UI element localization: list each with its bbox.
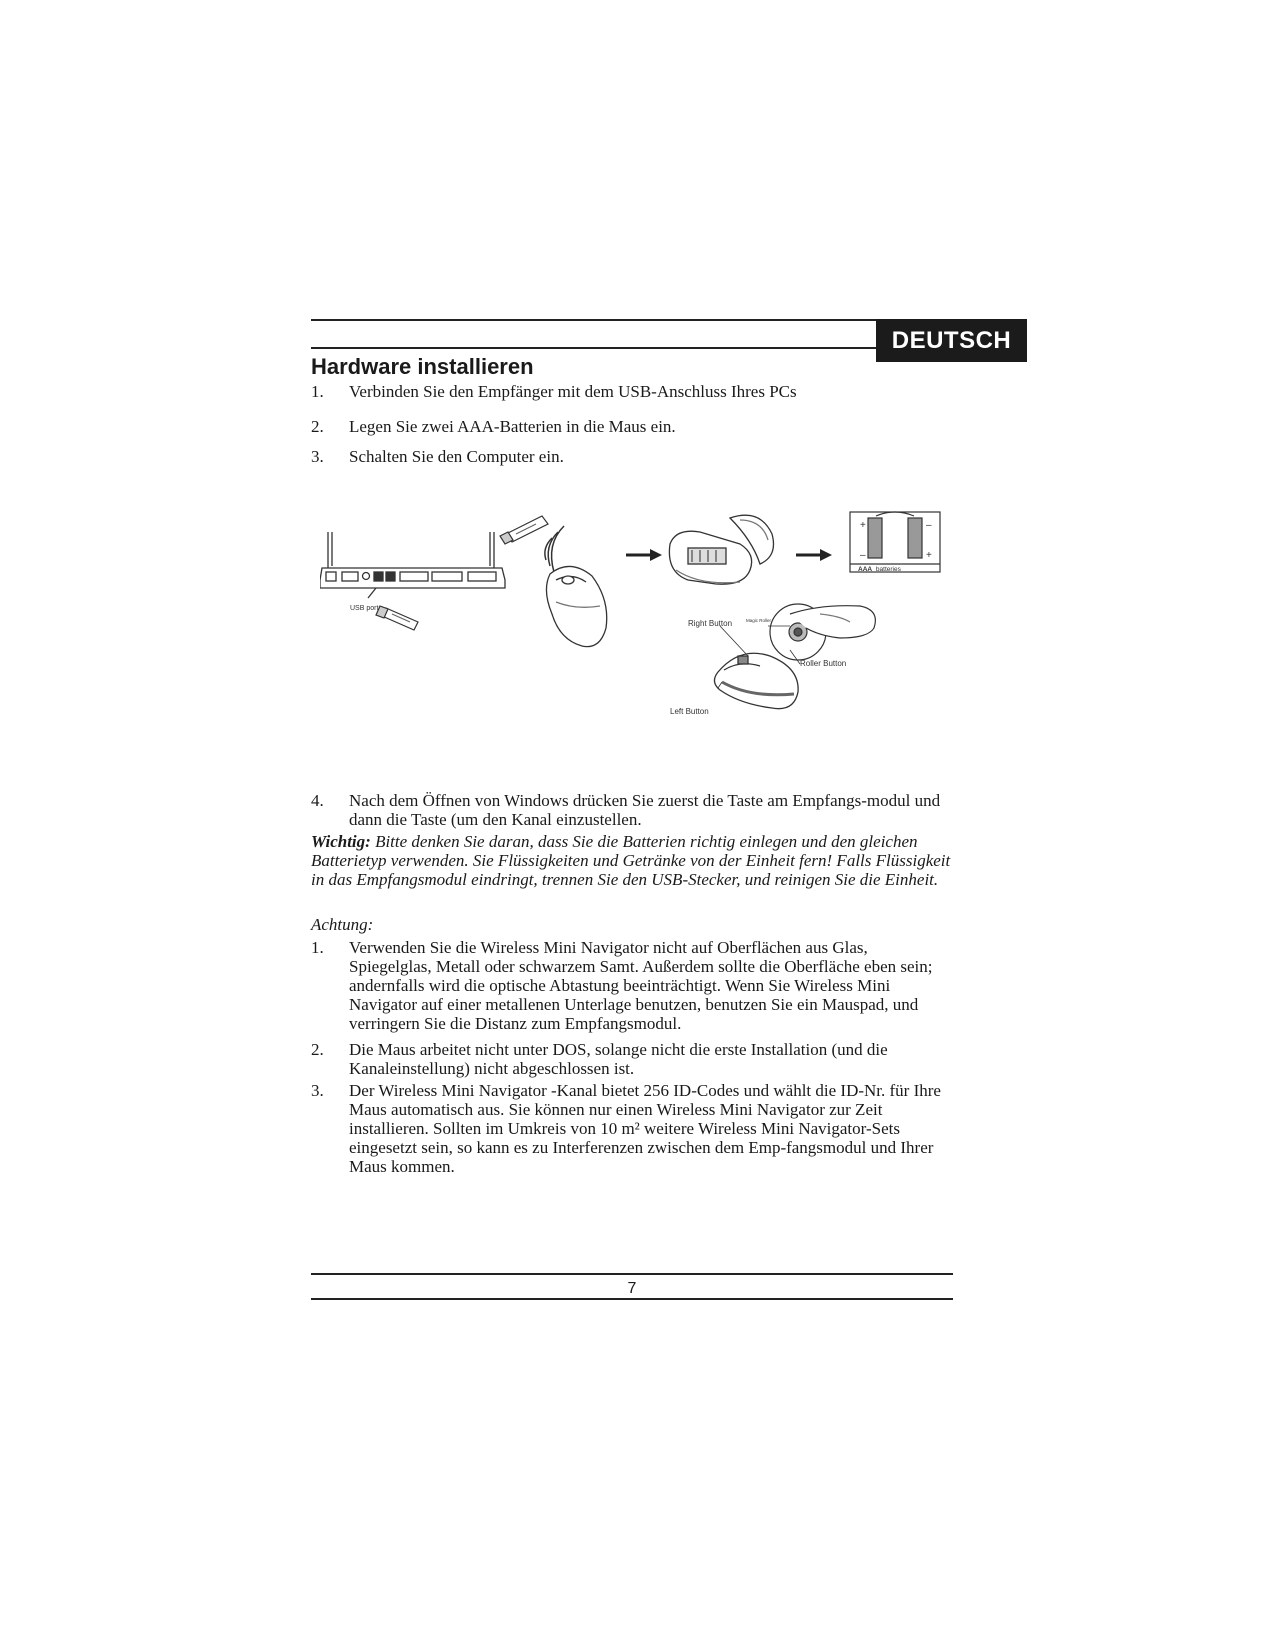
roller-detail-illustration: [770, 604, 875, 660]
list-text: Der Wireless Mini Navigator -Kanal bietet 256 ID-Codes und wählt die ID-Nr. für Ihre Maus automatisch aus. Sie können nur einen Wireless Mini Navigator zur Zeit installieren. Sollten im Umkreis von 10 m² weitere Wireless Mini Navigator-Sets eingesetzt sein, so kann es zu Interferenzen zwischen dem Emp-fangsmodul und Ihrer Maus kommen.: [349, 1081, 941, 1176]
list-item: [311, 382, 951, 401]
list-number: 4.: [311, 791, 324, 810]
list-number: 2.: [311, 417, 324, 436]
header-rule-bottom: [311, 347, 876, 349]
svg-text:+: +: [926, 550, 932, 561]
caution-label: Achtung:: [311, 915, 374, 934]
laptop-illustration: [320, 532, 505, 598]
list-item: [311, 938, 951, 1033]
important-text: Bitte denken Sie daran, dass Sie die Batterien richtig einlegen und den gleichen Batterietyp verwenden. Sie Flüssigkeiten und Getränke von der Einheit fern! Falls Flüssigkeit in das Empfangsmodul eindringt, trennen Sie den USB-Stecker, und reinigen Sie die Einheit.: [311, 832, 951, 889]
list-number: 1.: [311, 382, 324, 401]
open-mouse-illustration: [669, 515, 773, 584]
list-text: Nach dem Öffnen von Windows drücken Sie zuerst die Taste am Empfangs-modul und dann die Taste (um den Kanal einzustellen.: [349, 791, 941, 829]
usb-receiver-icon: [376, 606, 418, 630]
arrow-right-icon: [796, 549, 832, 561]
arrow-right-icon: [626, 549, 662, 561]
footer-rule-top: [311, 1273, 953, 1275]
installation-illustration: [320, 510, 960, 750]
header-rule-top: [311, 319, 876, 321]
list-item: [311, 1040, 951, 1078]
batteries-label-bold: AAA: [858, 566, 873, 573]
magic-roller-label: Magic Roller: [746, 618, 772, 623]
section-title: Hardware installieren: [311, 354, 534, 379]
list-text: Schalten Sie den Computer ein.: [349, 447, 564, 466]
list-item: [311, 1081, 951, 1176]
right-button-label: Right Button: [688, 619, 733, 628]
list-number: 3.: [311, 1081, 324, 1100]
mouse-buttons-illustration: [714, 653, 798, 708]
important-label: Wichtig:: [311, 832, 371, 851]
usb-port-label: USB port: [350, 605, 379, 612]
usb-receiver-icon: [500, 516, 548, 544]
batteries-label: batteries: [875, 566, 901, 573]
important-note: [311, 832, 956, 889]
roller-button-label: Roller Button: [800, 659, 847, 668]
footer-rule-bottom: [311, 1298, 953, 1300]
list-text: Verbinden Sie den Empfänger mit dem USB-Anschluss Ihres PCs: [349, 382, 797, 401]
svg-text:AAA batteries: [858, 566, 902, 573]
list-item: [311, 447, 951, 466]
svg-text:–: –: [926, 520, 932, 531]
list-text: Legen Sie zwei AAA-Batterien in die Maus ein.: [349, 417, 676, 436]
list-number: 3.: [311, 447, 324, 466]
list-text: Verwenden Sie die Wireless Mini Navigator nicht auf Oberflächen aus Glas, Spiegelglas, Metall oder schwarzem Samt. Außerdem sollte die Oberfläche eben sein; andernfalls wird die optische Abtastung beeinträchtigt. Wenn Sie Wireless Mini Navigator auf einer metallenen Unterlage benutzen, benutzen Sie ein Mauspad, und verringern Sie die Distanz zum Empfangsmodul.: [349, 938, 933, 1033]
list-item: [311, 791, 951, 829]
list-number: 2.: [311, 1040, 324, 1059]
svg-text:+: +: [860, 520, 866, 531]
left-button-label: Left Button: [670, 707, 709, 716]
svg-text:–: –: [860, 550, 866, 561]
page-number: 7: [627, 1280, 637, 1297]
list-text: Die Maus arbeitet nicht unter DOS, solange nicht die erste Installation (und die Kanaleinstellung) nicht abgeschlossen ist.: [349, 1040, 888, 1078]
list-item: [311, 417, 951, 436]
list-number: 1.: [311, 938, 324, 957]
battery-compartment-illustration: [850, 512, 940, 572]
wireless-signal-icon: [545, 526, 564, 572]
language-badge: DEUTSCH: [876, 319, 1027, 362]
mouse-illustration: [546, 566, 606, 646]
